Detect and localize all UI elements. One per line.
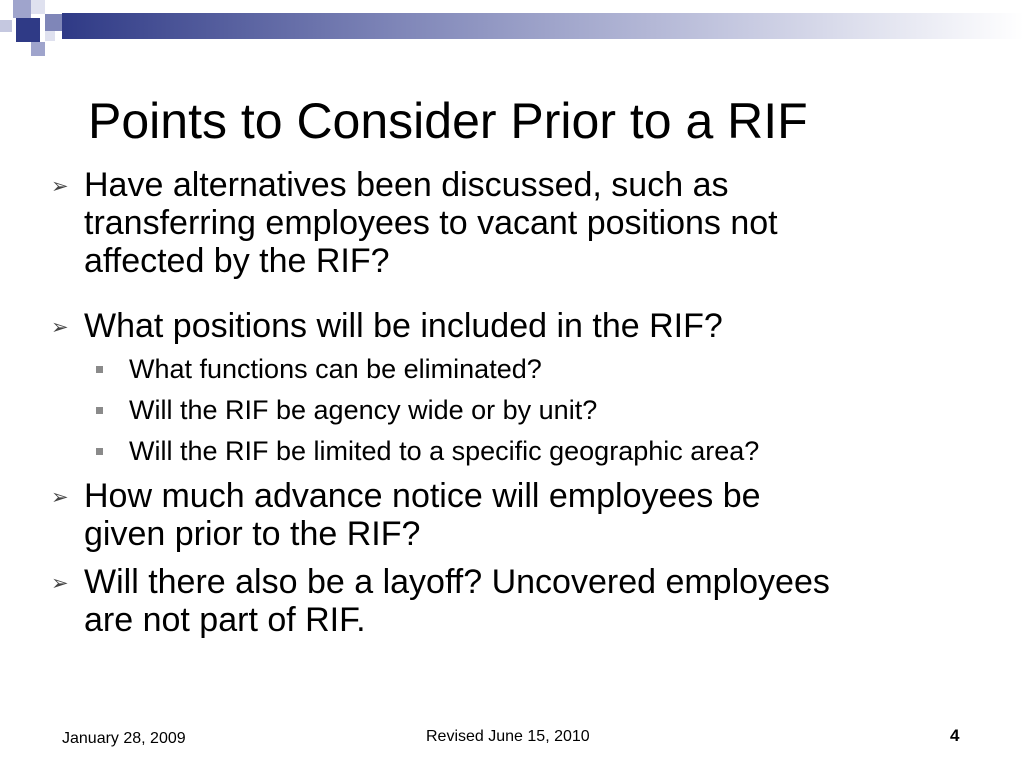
bullet-line: How much advance notice will employees be [84,477,761,515]
arrow-bullet-icon: ➢ [51,316,69,339]
bullet-line: affected by the RIF? [84,242,390,280]
bullet-line: transferring employees to vacant positions not [84,204,778,242]
arrow-bullet-icon: ➢ [51,486,69,509]
arrow-bullet-icon: ➢ [51,175,69,198]
square-bullet-icon [96,407,103,414]
bullet-line: are not part of RIF. [84,601,366,639]
square-bullet-icon [96,366,103,373]
arrow-bullet-icon: ➢ [51,572,69,595]
square-bullet-icon [96,448,103,455]
sub-bullet-text: Will the RIF be agency wide or by unit? [129,395,598,425]
sub-bullet-text: What functions can be eliminated? [129,354,542,384]
footer-date: January 28, 2009 [62,730,186,747]
page-number: 4 [950,726,960,745]
bullet-line: given prior to the RIF? [84,515,421,553]
bullet-line: What positions will be included in the RIF? [84,307,723,345]
slide-title: Points to Consider Prior to a RIF [88,93,808,149]
bullet-line: Have alternatives been discussed, such as [84,166,729,204]
sub-bullet-text: Will the RIF be limited to a specific geographic area? [129,436,760,466]
bullet-line: Will there also be a layoff? Uncovered employees [84,563,830,601]
footer-revised: Revised June 15, 2010 [426,728,590,745]
